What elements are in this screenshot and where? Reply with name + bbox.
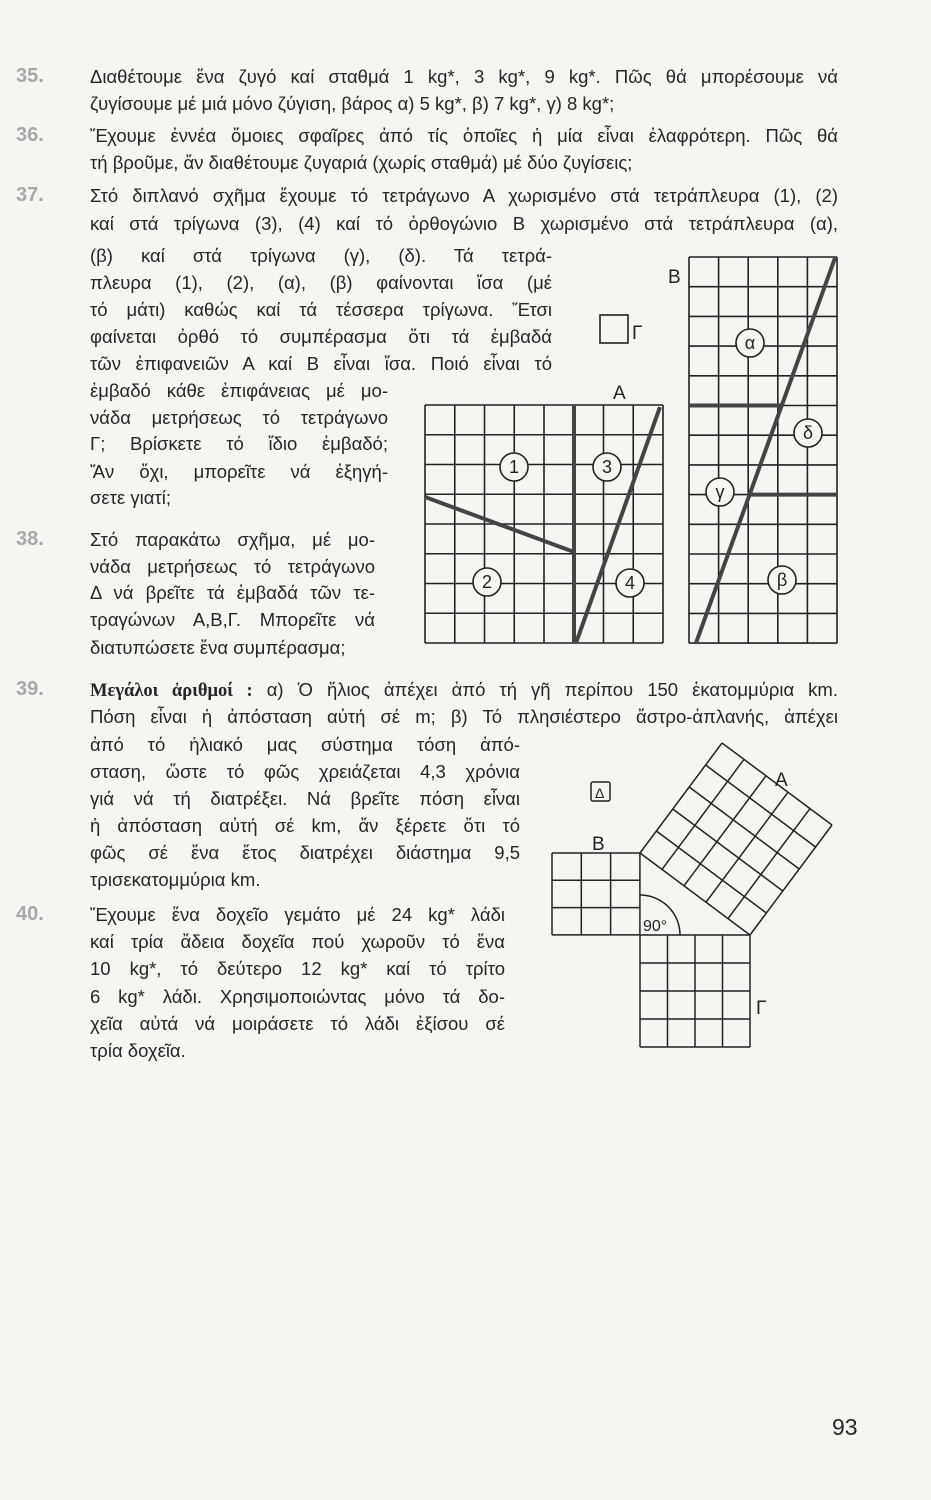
- text-line: Δ νά βρεῖτε τά ἐμβαδά τῶν τε-: [90, 582, 375, 603]
- text-line: Διαθέτουμε ἕνα ζυγό καί σταθμά 1 kg*, 3 kg*, 9 kg*. Πῶς θά μπορέσουμε νά: [90, 66, 838, 87]
- problem-number: 37.: [16, 184, 44, 206]
- text-line: (β) καί στά τρίγωνα (γ), (δ). Τά τετρά-: [90, 245, 552, 266]
- text-line: τρισεκατομμύρια km.: [90, 869, 261, 890]
- text-line: διατυπώσετε ἕνα συμπέρασμα;: [90, 637, 346, 658]
- text-line: γιά νά τή διατρέξει. Νά βρεῖτε πόση εἶναι: [90, 788, 520, 809]
- text-line: φῶς σέ ἕνα ἔτος διατρέχει διάστημα 9,5: [90, 842, 520, 863]
- text-line: ἀπό τό ἡλιακό μας σύστημα τόση ἀπό-: [90, 734, 520, 755]
- text-line: Γ; Βρίσκετε τό ἴδιο ἐμβαδό;: [90, 433, 388, 454]
- text-line: νάδα μετρήσεως τό τετράγωνο: [90, 556, 375, 577]
- label-g: Γ: [756, 998, 767, 1019]
- text-line: τή βροῦμε, ἄν διαθέτουμε ζυγαριά (χωρίς σταθμά) μέ δύο ζυγίσεις;: [90, 152, 633, 173]
- label-g: Γ: [632, 323, 643, 344]
- text-line: Στό παρακάτω σχῆμα, μέ μο-: [90, 529, 375, 550]
- unit-square-g: [600, 315, 628, 343]
- label-b: Β: [668, 267, 681, 288]
- text-line: 6 kg* λάδι. Χρησιμοποιώντας μόνο τά δο-: [90, 986, 505, 1007]
- figure-38: [552, 743, 832, 1047]
- part-label: 2: [481, 572, 493, 592]
- label-a: Α: [775, 770, 788, 791]
- label-b: Β: [592, 834, 605, 855]
- text-line: φαίνεται ὀρθό τό συμπέρασμα ὅτι τά ἐμβαδά: [90, 326, 552, 347]
- part-label: 4: [624, 573, 636, 593]
- part-label: β: [776, 570, 788, 590]
- text-line: τραγώνων Α,Β,Γ. Μπορεῖτε νά: [90, 609, 375, 630]
- problem-number: 39.: [16, 678, 44, 700]
- part-labels: [473, 329, 822, 597]
- text-line: ζυγίσουμε μέ μιά μόνο ζύγιση, βάρος α) 5 kg*, β) 7 kg*, γ) 8 kg*;: [90, 93, 615, 114]
- part-label: 1: [508, 457, 520, 477]
- square-a-grid: [425, 405, 663, 643]
- text-line: ἐμβαδό κάθε ἐπιφάνειας μέ μο-: [90, 380, 388, 401]
- square-g-grid: [640, 935, 750, 1047]
- angle-label: 90°: [643, 918, 668, 935]
- text-line: Ἄν ὄχι, μπορεῖτε νά ἐξηγή-: [90, 461, 388, 482]
- text-line: τό μάτι) καθώς καί τά τέσσερα τρίγωνα. Ἔτσι: [90, 299, 552, 320]
- part-label: 3: [601, 457, 613, 477]
- text-line: Πόση εἶναι ἡ ἀπόσταση αὐτή σέ m; β) Τό πλησιέστερο ἄστρο-ἀπλανής, ἀπέχει: [90, 706, 838, 727]
- text-line: σταση, ὥστε τό φῶς χρειάζεται 4,3 χρόνια: [90, 761, 520, 782]
- text-line: Ἔχουμε ἕνα δοχεῖο γεμάτο μέ 24 kg* λάδι: [90, 904, 505, 925]
- part-label: α: [744, 333, 756, 353]
- text-line: τῶν ἐπιφανειῶν Α καί Β εἶναι ἴσα. Ποιό εἶναι τό: [90, 353, 552, 374]
- problem-number: 36.: [16, 124, 44, 146]
- text-line: πλευρα (1), (2), (α), (β) φαίνονται ἴσα (μέ: [90, 272, 552, 293]
- text-line: Ἔχουμε ἐννέα ὅμοιες σφαῖρες ἀπό τίς ὁποῖες ἡ μία εἶναι ἐλαφρότερη. Πῶς θά: [90, 125, 838, 146]
- text-line: χεῖα αὐτά νά μοιράσετε τό λάδι ἐξίσου σέ: [90, 1013, 505, 1034]
- part-label: δ: [802, 423, 814, 443]
- text-line: νάδα μετρήσεως τό τετράγωνο: [90, 407, 388, 428]
- text-line: καί τρία ἄδεια δοχεῖα πού χωροῦν τό ἕνα: [90, 931, 505, 952]
- part-label: γ: [715, 482, 725, 502]
- problem-number: 40.: [16, 903, 44, 925]
- text-line: καί στά τρίγωνα (3), (4) καί τό ὀρθογώνιο Β χωρισμένο στά τετράπλευρα (α),: [90, 213, 838, 234]
- problem-number: 38.: [16, 528, 44, 550]
- text-line: τρία δοχεῖα.: [90, 1040, 186, 1061]
- text-line: 10 kg*, τό δεύτερο 12 kg* καί τό τρίτο: [90, 958, 505, 979]
- text-line: Στό διπλανό σχῆμα ἔχουμε τό τετράγωνο Α χωρισμένο στά τετράπλευρα (1), (2): [90, 185, 838, 206]
- problem-title: Μεγάλοι ἀριθμοί :: [90, 681, 253, 701]
- text-line: ἡ ἀπόσταση αὐτή σέ km, ἄν ξέρετε ὅτι τό: [90, 815, 520, 836]
- label-a: Α: [613, 383, 626, 404]
- cut-line: [576, 407, 660, 643]
- problem-number: 35.: [16, 65, 44, 87]
- text-line: σετε γιατί;: [90, 487, 171, 508]
- label-d: Δ: [595, 785, 605, 801]
- text-span: α) Ὁ ἥλιος ἀπέχει ἀπό τή γῆ περίπου 150 ἑκατομμύρια km.: [266, 679, 838, 700]
- square-b-grid: [552, 853, 640, 935]
- page-number: 93: [832, 1414, 858, 1440]
